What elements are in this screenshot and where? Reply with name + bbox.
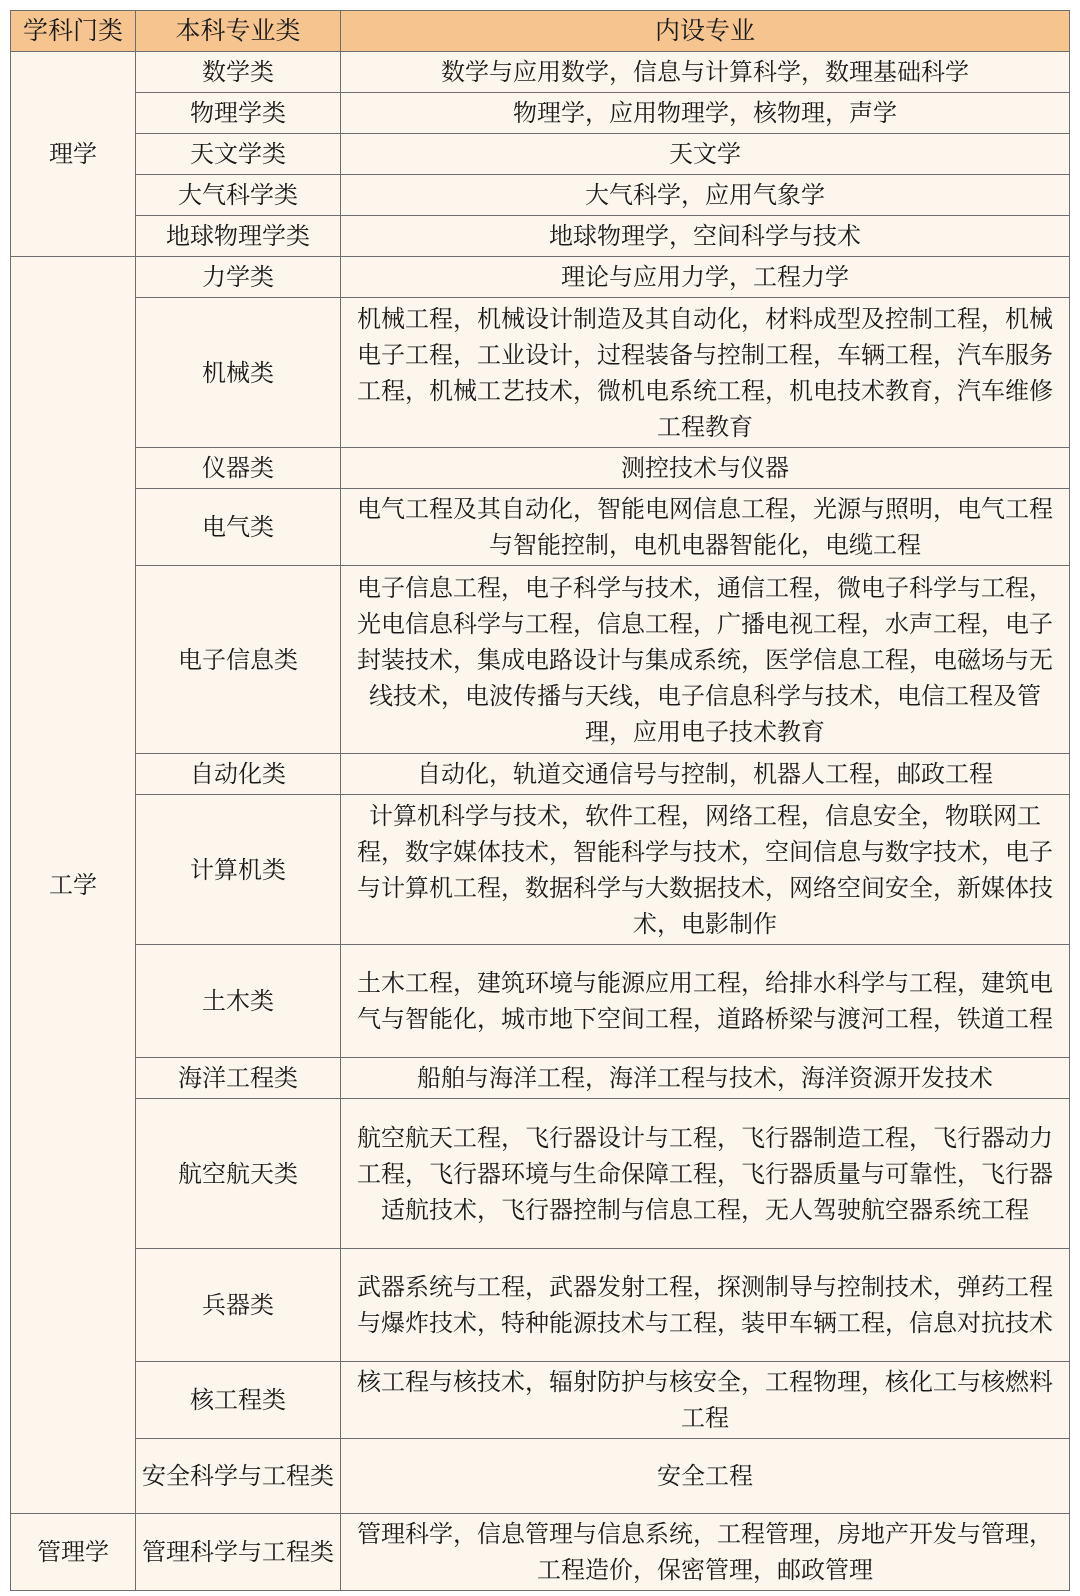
category-cell: 自动化类 xyxy=(136,754,341,795)
majors-cell: 测控技术与仪器 xyxy=(341,448,1070,489)
discipline-cell: 工学 xyxy=(11,257,136,1514)
majors-cell: 电气工程及其自动化，智能电网信息工程，光源与照明，电气工程与智能控制，电机电器智能化，电缆工程 xyxy=(341,489,1070,566)
category-cell: 海洋工程类 xyxy=(136,1058,341,1099)
table-row xyxy=(11,1058,1070,1099)
majors-cell: 计算机科学与技术，软件工程，网络工程，信息安全，物联网工程，数字媒体技术，智能科学与技术，空间信息与数字技术，电子与计算机工程，数据科学与大数据技术，网络空间安全，新媒体技术，电影制作 xyxy=(341,795,1070,945)
table-row xyxy=(11,795,1070,945)
discipline-cell: 理学 xyxy=(11,52,136,257)
table-row xyxy=(11,52,1070,93)
table-row xyxy=(11,1362,1070,1439)
category-cell: 电气类 xyxy=(136,489,341,566)
table-row xyxy=(11,257,1070,298)
table-row xyxy=(11,1514,1070,1591)
majors-cell: 数学与应用数学，信息与计算科学，数理基础科学 xyxy=(341,52,1070,93)
category-cell: 管理科学与工程类 xyxy=(136,1514,341,1591)
discipline-cell: 管理学 xyxy=(11,1514,136,1591)
majors-cell: 自动化，轨道交通信号与控制，机器人工程，邮政工程 xyxy=(341,754,1070,795)
category-cell: 电子信息类 xyxy=(136,566,341,754)
table-row xyxy=(11,448,1070,489)
majors-cell: 天文学 xyxy=(341,134,1070,175)
category-cell: 土木类 xyxy=(136,945,341,1058)
table-row xyxy=(11,1249,1070,1362)
majors-cell: 武器系统与工程，武器发射工程，探测制导与控制技术，弹药工程与爆炸技术，特种能源技术与工程，装甲车辆工程，信息对抗技术 xyxy=(341,1249,1070,1362)
majors-cell: 核工程与核技术，辐射防护与核安全，工程物理，核化工与核燃料工程 xyxy=(341,1362,1070,1439)
majors-cell: 土木工程，建筑环境与能源应用工程，给排水科学与工程，建筑电气与智能化，城市地下空间工程，道路桥梁与渡河工程，铁道工程 xyxy=(341,945,1070,1058)
majors-cell: 大气科学，应用气象学 xyxy=(341,175,1070,216)
majors-cell: 地球物理学，空间科学与技术 xyxy=(341,216,1070,257)
category-cell: 核工程类 xyxy=(136,1362,341,1439)
category-cell: 地球物理学类 xyxy=(136,216,341,257)
majors-cell: 航空航天工程，飞行器设计与工程，飞行器制造工程，飞行器动力工程，飞行器环境与生命保障工程，飞行器质量与可靠性，飞行器适航技术，飞行器控制与信息工程，无人驾驶航空器系统工程 xyxy=(341,1099,1070,1249)
header-majors: 内设专业 xyxy=(341,11,1070,52)
majors-cell: 物理学，应用物理学，核物理，声学 xyxy=(341,93,1070,134)
table-row xyxy=(11,945,1070,1058)
category-cell: 计算机类 xyxy=(136,795,341,945)
category-cell: 安全科学与工程类 xyxy=(136,1439,341,1514)
category-cell: 力学类 xyxy=(136,257,341,298)
header-discipline: 学科门类 xyxy=(11,11,136,52)
table-row xyxy=(11,134,1070,175)
majors-cell: 安全工程 xyxy=(341,1439,1070,1514)
category-cell: 天文学类 xyxy=(136,134,341,175)
table-row xyxy=(11,175,1070,216)
header-row xyxy=(11,11,1070,52)
majors-cell: 机械工程，机械设计制造及其自动化，材料成型及控制工程，机械电子工程，工业设计，过程装备与控制工程，车辆工程，汽车服务工程，机械工艺技术，微机电系统工程，机电技术教育，汽车维修工程教育 xyxy=(341,298,1070,448)
table-row xyxy=(11,93,1070,134)
category-cell: 兵器类 xyxy=(136,1249,341,1362)
category-cell: 数学类 xyxy=(136,52,341,93)
category-cell: 大气科学类 xyxy=(136,175,341,216)
category-cell: 航空航天类 xyxy=(136,1099,341,1249)
majors-cell: 电子信息工程，电子科学与技术，通信工程，微电子科学与工程，光电信息科学与工程，信息工程，广播电视工程，水声工程，电子封装技术，集成电路设计与集成系统，医学信息工程，电磁场与无线技术，电波传播与天线，电子信息科学与技术，电信工程及管理，应用电子技术教育 xyxy=(341,566,1070,754)
table-row xyxy=(11,216,1070,257)
table-row xyxy=(11,1439,1070,1514)
table-row xyxy=(11,298,1070,448)
category-cell: 仪器类 xyxy=(136,448,341,489)
majors-cell: 船舶与海洋工程，海洋工程与技术，海洋资源开发技术 xyxy=(341,1058,1070,1099)
table-row xyxy=(11,754,1070,795)
category-cell: 机械类 xyxy=(136,298,341,448)
majors-cell: 管理科学，信息管理与信息系统，工程管理，房地产开发与管理，工程造价，保密管理，邮政管理 xyxy=(341,1514,1070,1591)
table-row xyxy=(11,1099,1070,1249)
table-row xyxy=(11,489,1070,566)
header-category: 本科专业类 xyxy=(136,11,341,52)
majors-cell: 理论与应用力学，工程力学 xyxy=(341,257,1070,298)
majors-table xyxy=(10,10,1070,1591)
category-cell: 物理学类 xyxy=(136,93,341,134)
table-row xyxy=(11,566,1070,754)
